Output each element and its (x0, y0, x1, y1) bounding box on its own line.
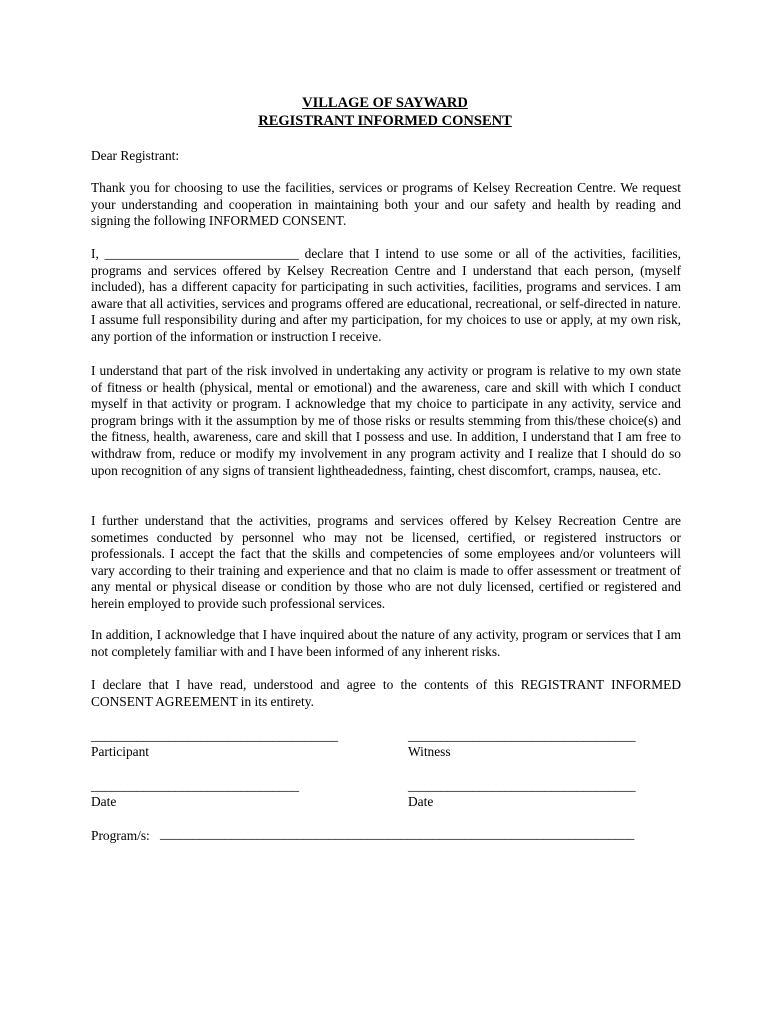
participant-date-line[interactable]: ________________________________ (91, 778, 299, 793)
paragraph-agreement: I declare that I have read, understood and agree to the contents of this REGISTRANT INFORMED CONSENT AGREEMENT in its entirety. (91, 677, 681, 709)
witness-date-label: Date (408, 794, 434, 809)
paragraph-risk: I understand that part of the risk involved in undertaking any activity or program is relative to my own state of fitness or health (physical, mental or emotional) and the awareness, care and skill with which I conduct myself in that activity or program. I acknowledge that my choice to participate in any activity, service and program brings with it the assumption by me of those risks or results stemming from this/these choice(s) and the fitness, health, awareness, care and skill that I possess and use. In addition, I understand that I am free to withdraw from, reduce or modify my involvement in any program activity and I realize that I should do so upon recognition of any signs of transient lightheadedness, fainting, chest discomfort, cramps, nausea, etc. (91, 363, 681, 478)
participant-signature-line[interactable]: ______________________________________ (91, 728, 338, 743)
programs-line[interactable]: _________________________________________________________________________ (160, 826, 635, 841)
title-organization: VILLAGE OF SAYWARD (302, 95, 468, 111)
participant-date-label: Date (91, 794, 117, 809)
paragraph-personnel: I further understand that the activities, programs and services offered by Kelsey Recreation Centre are sometimes conducted by personnel who may not be licensed, certified, or registered instructors or professionals. I accept the fact that the skills and competencies of some employees and/or volunteers will vary according to their training and experience and that no claim is made to offer assessment or treatment of any mental or physical disease or condition by those who are not duly licensed, certified or registered and herein employed to provide such professional services. (91, 513, 681, 611)
witness-date-line[interactable]: ___________________________________ (408, 778, 636, 793)
title-form-name: REGISTRANT INFORMED CONSENT (258, 113, 512, 129)
paragraph-declaration: I, _____________________________ declare that I intend to use some or all of the activities, facilities, programs and services offered by Kelsey Recreation Centre and I understand that each person, (myself included), has a different capacity for participating in such activities, facilities, programs and services. I am aware that all activities, services and programs offered are educational, recreational, or self-directed in nature. I assume full responsibility during and after my participation, for my choices to use or apply, at my own risk, any portion of the information or instruction I receive. (91, 246, 681, 344)
witness-signature-line[interactable]: ___________________________________ (408, 728, 636, 743)
paragraph-intro: Thank you for choosing to use the facilities, services or programs of Kelsey Recreation Centre. We request your understanding and cooperation in maintaining both your and our safety and health by reading and signing the following INFORMED CONSENT. (91, 180, 681, 229)
witness-label: Witness (408, 744, 451, 759)
document-title (0, 94, 770, 130)
participant-label: Participant (91, 744, 150, 759)
paragraph-inquiry: In addition, I acknowledge that I have inquired about the nature of any activity, program or services that I am not completely familiar with and I have been informed of any inherent risks. (91, 627, 681, 659)
salutation: Dear Registrant: (91, 148, 180, 163)
programs-label: Program/s: (91, 828, 150, 843)
